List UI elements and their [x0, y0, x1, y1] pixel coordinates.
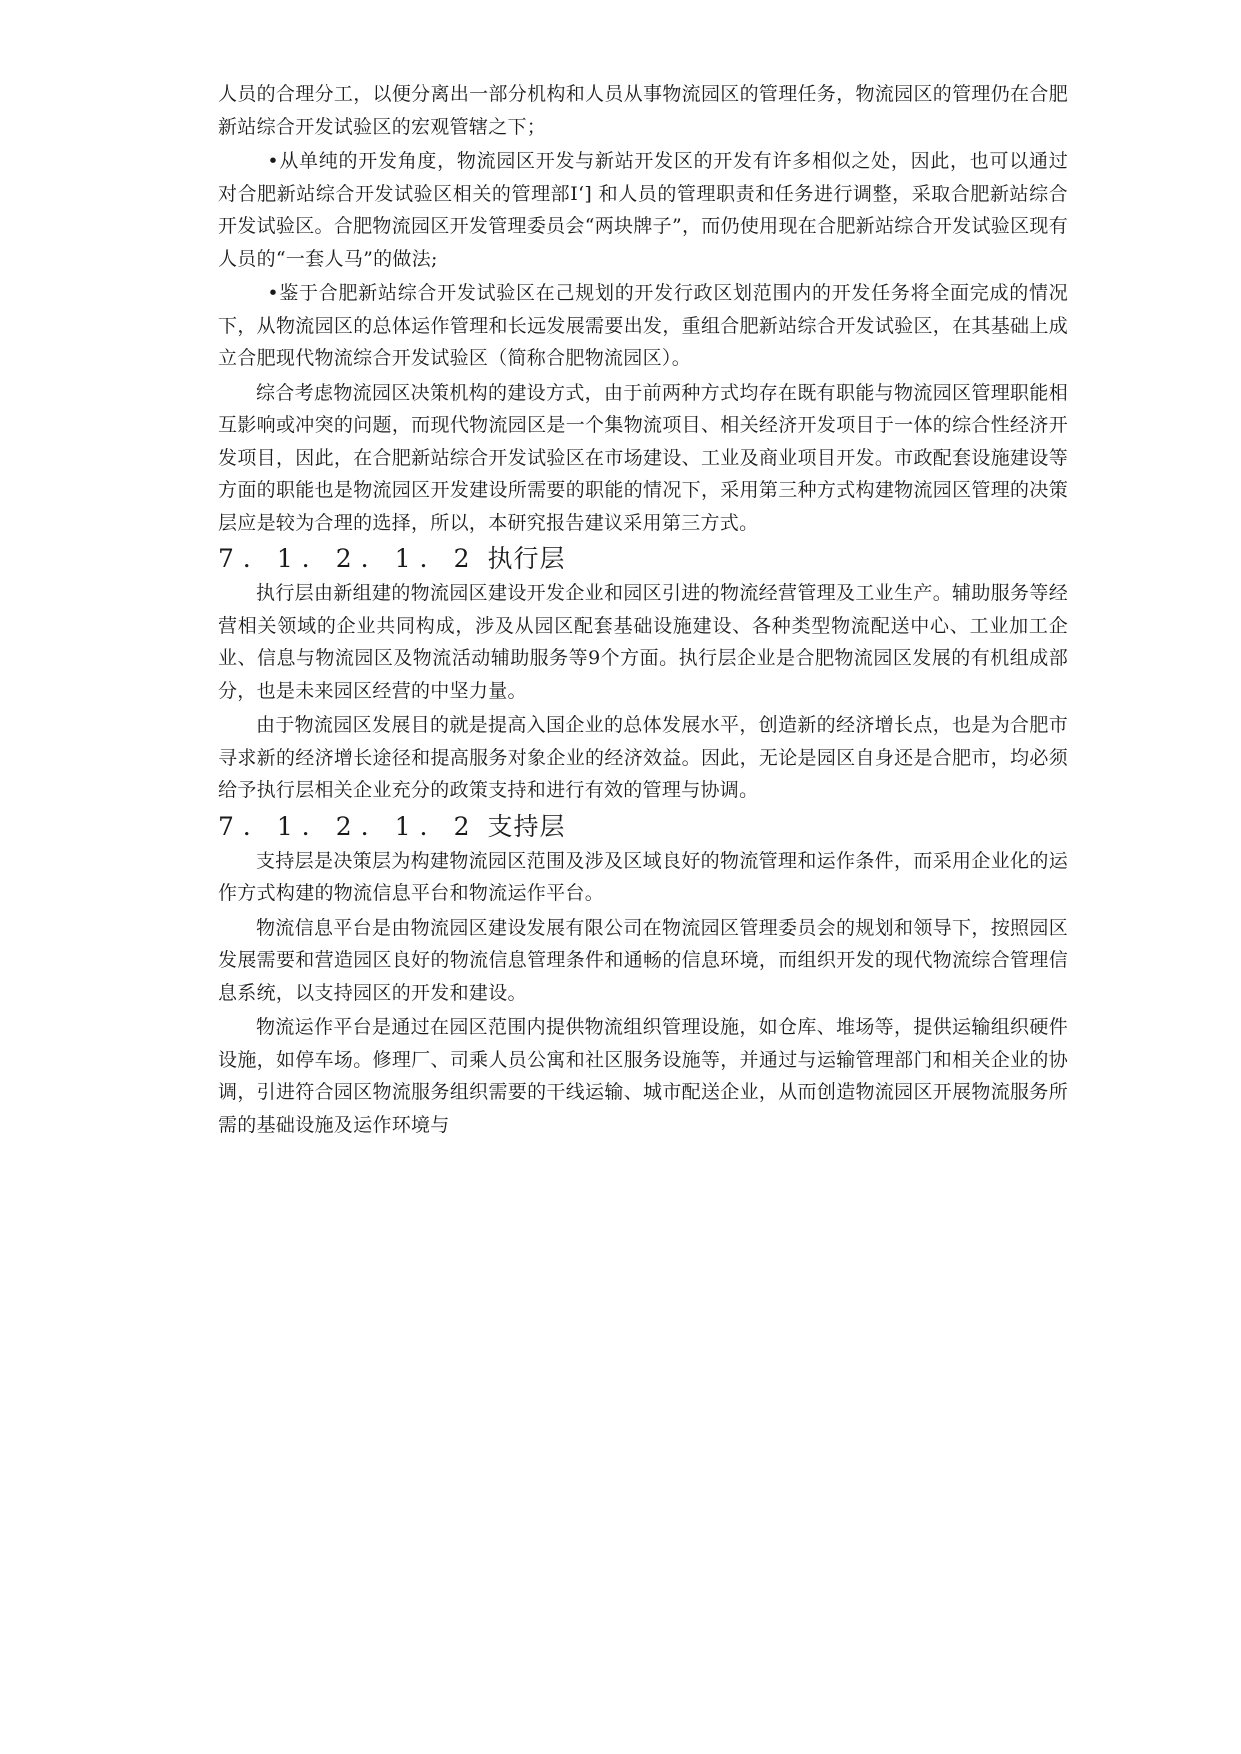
paragraph: 综合考虑物流园区决策机构的建设方式，由于前两种方式均存在既有职能与物流园区管理职能相互影响或冲突的问题，而现代物流园区是一个集物流项目、相关经济开发项目于一体的综合性经济开发项目，因此，在合肥新站综合开发试验区在市场建设、工业及商业项目开发。市政配套设施建设等方面的职能也是物流园区开发建设所需要的职能的情况下，采用第三种方式构建物流园区管理的决策层应是较为合理的选择，所以，本研究报告建议采用第三方式。: [218, 381, 1068, 534]
section-title: 执行层: [487, 544, 566, 573]
paragraph: 物流运作平台是通过在园区范围内提供物流组织管理设施，如仓库、堆场等，提供运输组织硬件设施，如停车场。修理厂、司乘人员公寓和社区服务设施等，并通过与运输管理部门和相关企业的协调，引进符合园区物流服务组织需要的干线运输、城市配送企业，从而创造物流园区开展物流服务所需的基础设施及运作环境与: [218, 1016, 1068, 1136]
paragraph: 物流信息平台是由物流园区建设发展有限公司在物流园区管理委员会的规划和领导下，按照园区发展需要和营造园区良好的物流信息管理条件和通畅的信息环境，而组织开发的现代物流综合管理信息系统，以支持园区的开发和建设。: [218, 916, 1068, 1004]
section-number: 7．1．2．1．2: [218, 544, 479, 573]
section-title: 支持层: [487, 811, 566, 841]
document-page: [218, 78, 1068, 1143]
section-heading-support: [218, 809, 1068, 845]
section-number: 7．1．2．1．2: [218, 811, 479, 841]
bullet-paragraph: •从单纯的开发角度，物流园区开发与新站开发区的开发有许多相似之处，因此，也可以通过对合肥新站综合开发试验区相关的管理部I‘] 和人员的管理职责和任务进行调整，采取合肥新站综合开发试验区。合肥物流园区开发管理委员会“两块牌子”，而仍使用现在合肥新站综合开发试验区现有人员的“一套人马”的做法;: [218, 150, 1068, 270]
paragraph: 由于物流园区发展目的就是提高入国企业的总体发展水平，创造新的经济增长点，也是为合肥市寻求新的经济增长途径和提高服务对象企业的经济效益。因此，无论是园区自身还是合肥市，均必须给予执行层相关企业充分的政策支持和进行有效的管理与协调。: [218, 714, 1068, 801]
section-heading-executive: [218, 541, 1068, 577]
paragraph: 支持层是决策层为构建物流园区范围及涉及区域良好的物流管理和运作条件，而采用企业化的运作方式构建的物流信息平台和物流运作平台。: [218, 849, 1068, 904]
bullet-paragraph: •鉴于合肥新站综合开发试验区在己规划的开发行政区划范围内的开发任务将全面完成的情况下，从物流园区的总体运作管理和长远发展需要出发，重组合肥新站综合开发试验区，在其基础上成立合肥现代物流综合开发试验区（简称合肥物流园区）。: [218, 282, 1068, 369]
paragraph: 执行层由新组建的物流园区建设开发企业和园区引进的物流经营管理及工业生产。辅助服务等经营相关领域的企业共同构成，涉及从园区配套基础设施建设、各种类型物流配送中心、工业加工企业、信息与物流园区及物流活动辅助服务等9个方面。执行层企业是合肥物流园区发展的有机组成部分，也是未来园区经营的中坚力量。: [218, 582, 1068, 702]
paragraph: 人员的合理分工，以便分离出一部分机构和人员从事物流园区的管理任务，物流园区的管理仍在合肥新站综合开发试验区的宏观管辖之下；: [218, 83, 1068, 138]
